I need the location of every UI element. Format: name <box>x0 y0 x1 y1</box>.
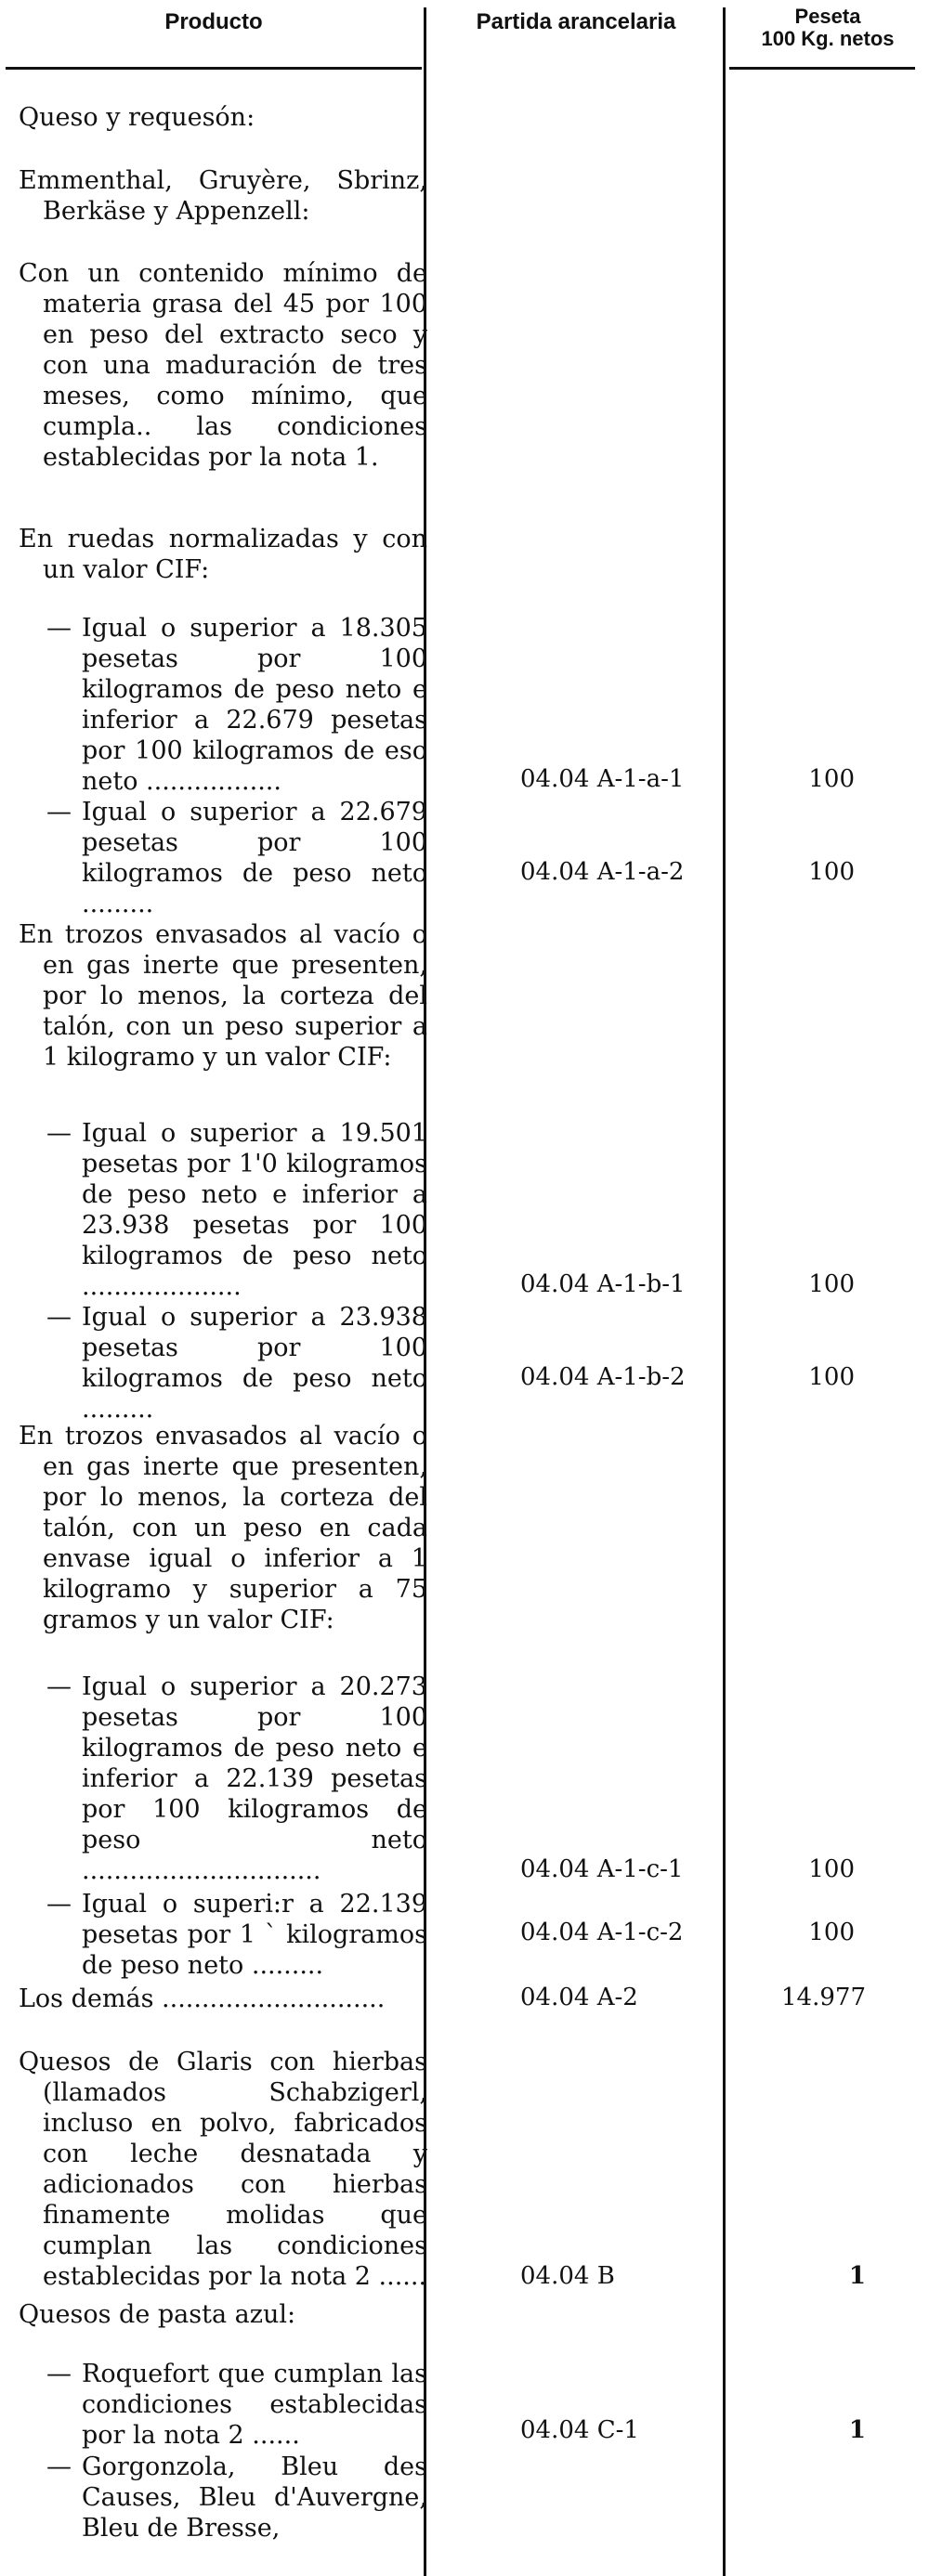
peseta-value: 100 <box>808 1270 855 1298</box>
item-text: Igual o superior a 20.273 pesetas por 100 kilogramos de peso neto e inferior a 22.139 pesetas por 100 kilogramos de peso neto .............................. <box>82 1672 427 1885</box>
tariff-code: 04.04 A-2 <box>520 1984 638 2011</box>
tariff-code: 04.04 A-1-b-1 <box>520 1270 686 1298</box>
header-peseta-line2: 100 Kg. netos <box>761 27 895 50</box>
header-partida: Partida arancelaria <box>476 9 676 34</box>
header-rule <box>6 67 422 70</box>
peseta-value: 1 <box>848 2262 866 2290</box>
item-text: Igual o superior a 22.679 pesetas por 100 kilogramos de peso neto ......... <box>82 798 427 918</box>
list-item <box>46 1672 427 1886</box>
peseta-value: 100 <box>808 765 855 793</box>
peseta-value: 1 <box>848 2416 866 2444</box>
dash-icon: — <box>46 1672 72 1701</box>
dash-icon: — <box>46 1890 72 1919</box>
peseta-value: 100 <box>808 858 855 886</box>
tariff-code: 04.04 A-1-b-2 <box>520 1363 686 1391</box>
tariff-code: 04.04 A-1-a-1 <box>520 765 685 793</box>
peseta-value: 100 <box>808 1363 855 1391</box>
section-emmenthal <box>19 165 427 227</box>
dash-icon: — <box>46 798 72 826</box>
section-glaris-text: Quesos de Glaris con hierbas (llamados Schabzigerl, incluso en polvo, fabricados con leche desnatada y adicionados con hierbas finamente molidas que cumplan las condiciones establecidas por la nota 2 ...... <box>19 2048 427 2291</box>
header-producto: Producto <box>164 9 263 34</box>
item-text: Igual o superior a 23.938 pesetas por 100 kilogramos de peso neto ......... <box>82 1303 427 1424</box>
section-ruedas-text: En ruedas normalizadas y con un valor CIF: <box>19 525 427 584</box>
tariff-code: 04.04 C-1 <box>520 2416 639 2444</box>
tariff-code: 04.04 A-1-c-2 <box>520 1919 684 1946</box>
list-item <box>46 2452 427 2543</box>
item-text: Igual o superior a 18.305 pesetas por 100 kilogramos de peso neto e inferior a 22.679 pesetas por 100 kilogramos de eso neto ................. <box>82 614 427 796</box>
section-pasta-azul: Quesos de pasta azul: <box>19 2300 296 2329</box>
list-item <box>46 1302 427 1425</box>
section-contenido <box>19 258 427 473</box>
list-item <box>46 797 427 919</box>
section-glaris <box>19 2047 427 2292</box>
header-peseta <box>726 6 929 50</box>
tariff-code: 04.04 A-1-c-1 <box>520 1855 684 1883</box>
header-rule-right <box>729 67 915 70</box>
dash-icon: — <box>46 1303 72 1332</box>
tariff-code: 04.04 B <box>520 2262 615 2290</box>
section-contenido-text: Con un contenido mínimo de materia grasa del 45 por 100 en peso del extracto seco y con una maduración de tres meses, como mínimo, que cumpla.. las condiciones establecidas por la nota 1. <box>19 259 427 472</box>
peseta-value: 100 <box>808 1919 855 1946</box>
dash-icon: — <box>46 614 72 643</box>
item-text: Roquefort que cumplan las condiciones establecidas por la nota 2 ...... <box>82 2360 427 2450</box>
list-item <box>46 613 427 797</box>
section-trozos-1-text: En trozos envasados al vacío o en gas inerte que presenten, por lo menos, la corteza del talón, con un peso superior a 1 kilogramo y un valor CIF: <box>19 920 427 1072</box>
peseta-value: 100 <box>808 1855 855 1883</box>
item-text: Gorgonzola, Bleu des Causes, Bleu d'Auvergne, Bleu de Bresse, <box>82 2452 427 2543</box>
item-text: Igual o superi:r a 22.139 pesetas por 1 ` kilogramos de peso neto ......... <box>82 1890 427 1980</box>
section-trozos-2-text: En trozos envasados al vacío o en gas inerte que presenten, por lo menos, la corteza del talón, con un peso en cada envase igual o inferior a 1 kilogramo y superior a 75 gramos y un valor CIF: <box>19 1422 427 1634</box>
list-item <box>46 1889 427 1981</box>
item-text: Igual o superior a 19.501 pesetas por 1'0 kilogramos de peso neto e inferior a 23.938 pesetas por 100 kilogramos de peso neto .................... <box>82 1119 427 1301</box>
column-divider-2 <box>723 7 726 2576</box>
list-item <box>46 1118 427 1302</box>
list-item <box>46 2359 427 2451</box>
section-emmenthal-text: Emmenthal, Gruyère, Sbrinz, Berkäse y Appenzell: <box>19 166 427 226</box>
peseta-value: 14.977 <box>781 1984 866 2011</box>
section-los-demas: Los demás ............................ <box>19 1984 386 2013</box>
section-trozos-1 <box>19 919 427 1073</box>
section-queso: Queso y requesón: <box>19 103 255 132</box>
dash-icon: — <box>46 1119 72 1148</box>
dash-icon: — <box>46 2360 72 2388</box>
tariff-code: 04.04 A-1-a-2 <box>520 858 685 886</box>
section-ruedas <box>19 524 427 585</box>
dash-icon: — <box>46 2452 72 2481</box>
section-trozos-2 <box>19 1421 427 1635</box>
header-peseta-line1: Peseta <box>794 5 861 28</box>
